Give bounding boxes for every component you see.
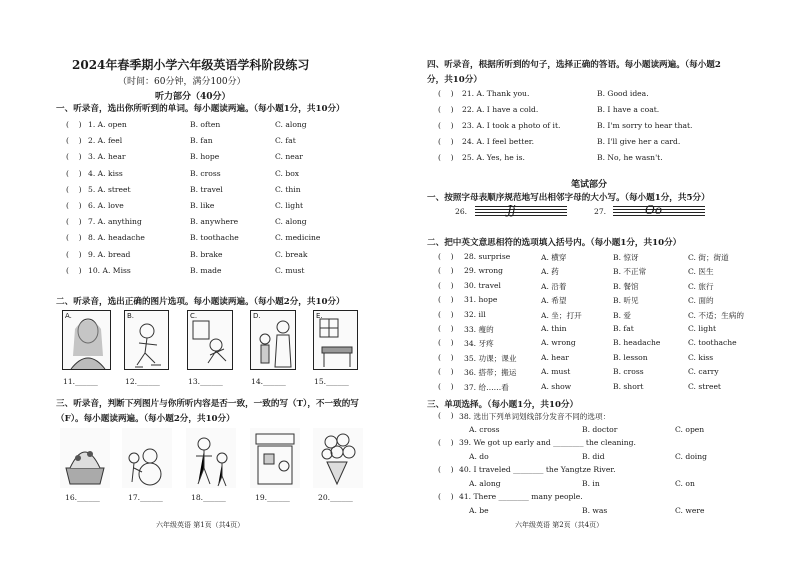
exam-title: 2024年春季期小学六年级英语学科阶段练习 <box>72 58 310 72</box>
match-option-b[interactable]: B. lesson <box>613 352 648 362</box>
answer-paren[interactable]: ( ) <box>438 105 454 114</box>
match-term: 33. 瘦的 <box>464 325 494 334</box>
match-term: 28. surprise <box>464 252 511 261</box>
q41-option-b[interactable]: B. was <box>582 506 608 515</box>
pic-label: E. <box>316 312 323 320</box>
match-option-a[interactable]: A. show <box>541 381 572 391</box>
q26-number: 26. <box>455 207 468 216</box>
section5-heading: 一、按照字母表顺序规范地写出相邻字母的大小写。（每小题1分，共5分） <box>427 193 710 203</box>
match-option-a[interactable]: A. 坐；打开 <box>541 310 582 320</box>
skater-drawing-icon <box>125 311 170 371</box>
question-option-b[interactable]: B. toothache <box>190 233 239 243</box>
answer-paren[interactable]: ( ) <box>438 367 454 377</box>
question-option-b[interactable]: B. Good idea. <box>597 89 649 98</box>
section3-heading-line1: 三、听录音，判断下列图片与你所听内容是否一致，一致的写（T），不一致的写 <box>56 399 359 409</box>
answer-paren[interactable]: ( ) <box>66 184 82 194</box>
pic-label: D. <box>253 312 261 320</box>
match-term: 29. wrong <box>464 266 503 276</box>
question-option-c[interactable]: C. near <box>275 152 303 162</box>
question-option-b[interactable]: B. like <box>190 201 215 210</box>
shop-drawing-icon <box>250 428 300 488</box>
answer-paren[interactable]: ( ) <box>438 252 454 261</box>
match-option-c[interactable]: C. light <box>688 324 717 333</box>
match-option-b[interactable]: B. 爱 <box>613 310 632 320</box>
match-option-c[interactable]: C. carry <box>688 367 719 377</box>
answer-blank[interactable]: 12.______ <box>125 377 160 386</box>
match-option-c[interactable]: C. street <box>688 381 721 391</box>
fall-drawing-icon <box>188 311 234 371</box>
question-option-a[interactable]: 1. A. open <box>88 120 127 129</box>
question-option-a[interactable]: 9. A. bread <box>88 249 131 259</box>
q41-option-c[interactable]: C. were <box>675 506 705 515</box>
section4-heading-line2: 分，共10分） <box>427 75 482 85</box>
written-header: 笔试部分 <box>571 180 608 190</box>
picture-17-snowman <box>122 428 172 488</box>
answer-blank[interactable]: 13.______ <box>188 377 223 386</box>
match-option-c[interactable]: C. kiss <box>688 352 714 362</box>
match-term: 30. travel <box>464 280 501 290</box>
answer-paren[interactable]: ( ) <box>438 492 454 501</box>
exam-subtitle: （时间：60分钟，满分100分） <box>118 77 246 87</box>
answer-blank[interactable]: 18.______ <box>191 493 226 502</box>
q40-text: 40. I traveled ________ the Yangtze River. <box>459 465 616 474</box>
match-term: 31. hope <box>464 295 498 305</box>
match-option-a[interactable]: A. must <box>541 367 571 377</box>
match-option-a[interactable]: A. 希望 <box>541 296 567 306</box>
q39-option-c[interactable]: C. doing <box>675 452 707 461</box>
cake-drawing-icon <box>60 428 110 488</box>
question-option-a[interactable]: 23. A. I took a photo of it. <box>462 121 561 130</box>
answer-blank[interactable]: 19.______ <box>255 493 290 502</box>
answer-blank[interactable]: 16.______ <box>65 493 100 502</box>
listening-header: 听力部分（40分） <box>155 92 231 102</box>
answer-paren[interactable]: ( ) <box>66 152 82 162</box>
question-option-c[interactable]: C. medicine <box>275 233 321 243</box>
question-option-a[interactable]: 2. A. feel <box>88 136 123 146</box>
answer-blank[interactable]: 15.______ <box>314 377 349 386</box>
answer-paren[interactable]: ( ) <box>438 465 454 474</box>
question-option-a[interactable]: 24. A. I feel better. <box>462 137 535 146</box>
answer-paren[interactable]: ( ) <box>66 217 82 227</box>
q26-writing-lines[interactable] <box>475 206 567 218</box>
answer-paren[interactable]: ( ) <box>438 153 454 162</box>
answer-paren[interactable]: ( ) <box>438 309 454 319</box>
section6-heading: 二、把中英文意思相符的选项填入括号内。（每小题1分，共10分） <box>427 238 682 248</box>
question-option-a[interactable]: 21. A. Thank you. <box>462 89 530 98</box>
answer-paren[interactable]: ( ) <box>438 295 454 305</box>
question-option-a[interactable]: 5. A. street <box>88 184 131 194</box>
answer-paren[interactable]: ( ) <box>66 233 82 243</box>
match-option-a[interactable]: A. hear <box>541 352 569 362</box>
answer-blank[interactable]: 17.______ <box>128 493 163 502</box>
page-footer: 六年级英语 第1页（共4页） <box>156 521 245 529</box>
match-option-c[interactable]: C. 医生 <box>688 267 714 277</box>
answer-paren[interactable]: ( ) <box>66 265 82 275</box>
q27-letters: Oo <box>645 203 663 217</box>
question-option-c[interactable]: C. light <box>275 201 304 210</box>
question-option-a[interactable]: 8. A. headache <box>88 233 145 243</box>
match-option-b[interactable]: B. 餐馆 <box>613 281 639 291</box>
question-option-a[interactable]: 7. A. anything <box>88 217 142 227</box>
match-option-c[interactable]: C. 街；街道 <box>688 253 729 262</box>
answer-blank[interactable]: 11.______ <box>63 377 98 386</box>
answer-paren[interactable]: ( ) <box>66 168 82 178</box>
q41-text: 41. There ________ many people. <box>459 492 583 501</box>
question-option-a[interactable]: 10. A. Miss <box>88 265 131 275</box>
answer-paren[interactable]: ( ) <box>438 121 454 130</box>
question-option-a[interactable]: 6. A. love <box>88 201 124 210</box>
question-option-c[interactable]: C. thin <box>275 184 301 194</box>
question-option-a[interactable]: 22. A. I have a cold. <box>462 105 539 114</box>
match-term: 37. 给……看 <box>464 382 509 392</box>
question-option-c[interactable]: C. along <box>275 120 307 129</box>
answer-paren[interactable]: ( ) <box>438 438 454 447</box>
question-option-b[interactable]: B. No, he wasn't. <box>597 153 663 162</box>
children-drawing-icon <box>186 428 236 488</box>
question-option-b[interactable]: B. I have a coat. <box>597 105 660 114</box>
match-term: 36. 搭带；搬运 <box>464 368 517 378</box>
section4-heading-line1: 四、听录音，根据所听到的句子，选择正确的答语。每小题读两遍。（每小题2 <box>427 60 721 70</box>
q40-option-b[interactable]: B. in <box>582 479 600 488</box>
picture-d-doctor <box>250 310 296 370</box>
question-option-b[interactable]: B. made <box>190 265 222 275</box>
question-option-a[interactable]: 4. A. kiss <box>88 168 123 178</box>
snowman-drawing-icon <box>122 428 172 488</box>
match-option-b[interactable]: B. headache <box>613 338 661 348</box>
question-option-b[interactable]: B. fan <box>190 136 213 146</box>
match-option-c[interactable]: C. 旅行 <box>688 281 714 291</box>
answer-paren[interactable]: ( ) <box>66 201 82 210</box>
answer-paren[interactable]: ( ) <box>66 249 82 259</box>
question-option-c[interactable]: C. box <box>275 168 300 178</box>
answer-paren[interactable]: ( ) <box>438 280 454 290</box>
match-option-c[interactable]: C. 面的 <box>688 296 714 306</box>
match-option-b[interactable]: B. cross <box>613 367 644 377</box>
right-page <box>397 0 794 561</box>
question-option-c[interactable]: C. break <box>275 249 308 259</box>
woman-drawing-icon <box>63 311 112 371</box>
answer-paren[interactable]: ( ) <box>438 137 454 146</box>
question-option-b[interactable]: B. anywhere <box>190 217 239 227</box>
answer-paren[interactable]: ( ) <box>438 338 454 348</box>
answer-blank[interactable]: 14.______ <box>251 377 286 386</box>
match-option-b[interactable]: B. short <box>613 381 644 391</box>
match-option-c[interactable]: C. toothache <box>688 338 737 348</box>
question-option-a[interactable]: 25. A. Yes, he is. <box>462 153 525 162</box>
match-option-b[interactable]: B. 听见 <box>613 296 639 306</box>
match-option-a[interactable]: A. wrong <box>541 338 576 348</box>
q39-option-b[interactable]: B. did <box>582 452 605 461</box>
match-option-a[interactable]: A. 沿着 <box>541 281 567 291</box>
pic-label: A. <box>65 312 72 320</box>
answer-paren[interactable]: ( ) <box>438 89 454 98</box>
match-option-a[interactable]: A. thin <box>541 324 567 333</box>
match-option-a[interactable]: A. 横穿 <box>541 253 567 262</box>
picture-b-skating-boy <box>124 310 169 370</box>
answer-blank[interactable]: 20.______ <box>318 493 353 502</box>
match-term: 32. ill <box>464 309 486 319</box>
match-option-b[interactable]: B. 惊讶 <box>613 253 639 262</box>
question-option-b[interactable]: B. hope <box>190 152 220 162</box>
q26-letters: Jj <box>507 203 516 217</box>
question-option-b[interactable]: B. cross <box>190 168 221 178</box>
answer-paren[interactable]: ( ) <box>66 120 82 129</box>
match-term: 35. 功课；课业 <box>464 353 517 363</box>
q38-option-c[interactable]: C. open <box>675 425 705 434</box>
answer-paren[interactable]: ( ) <box>438 411 454 420</box>
picture-c-fallen-person <box>187 310 233 370</box>
match-option-c[interactable]: C. 不适；生病的 <box>688 310 744 320</box>
match-term: 34. 牙疼 <box>464 339 494 349</box>
question-option-b[interactable]: B. brake <box>190 249 223 259</box>
flowers-drawing-icon <box>313 428 363 488</box>
pic-label: B. <box>127 312 135 320</box>
question-option-b[interactable]: B. often <box>190 120 221 129</box>
match-option-a[interactable]: A. 药 <box>541 267 559 277</box>
question-option-c[interactable]: C. fat <box>275 136 296 146</box>
match-option-b[interactable]: B. 不正常 <box>613 267 647 277</box>
q41-option-a[interactable]: A. be <box>469 506 489 515</box>
section3-heading-line2: （F）。每小题读两遍。（每小题2分，共10分） <box>56 414 235 424</box>
question-option-b[interactable]: B. I'm sorry to hear that. <box>597 121 693 130</box>
page-footer: 六年级英语 第2页（共4页） <box>515 521 604 529</box>
picture-19-shop <box>250 428 300 488</box>
picture-16-cake <box>60 428 110 488</box>
pic-label: C. <box>190 312 198 320</box>
q27-number: 27. <box>594 207 607 216</box>
picture-18-children <box>186 428 236 488</box>
q40-option-c[interactable]: C. on <box>675 479 695 488</box>
question-option-c[interactable]: C. must <box>275 265 305 275</box>
picture-e-room <box>313 310 358 370</box>
q38-text: 38. 选出下列单词划线部分发音不同的选项： <box>459 412 611 421</box>
q39-text: 39. We got up early and ________ the cleaning. <box>459 438 636 447</box>
section7-heading: 三、单项选择。（每小题1分，共10分） <box>427 400 579 410</box>
question-option-a[interactable]: 3. A. hear <box>88 152 126 162</box>
section2-heading: 二、听录音，选出正确的图片选项。每小题读两遍。（每小题2分，共10分） <box>56 297 345 307</box>
room-drawing-icon <box>314 311 359 371</box>
question-option-b[interactable]: B. I'll give her a card. <box>597 137 681 146</box>
match-option-b[interactable]: B. fat <box>613 324 634 333</box>
answer-paren[interactable]: ( ) <box>438 324 454 333</box>
answer-paren[interactable]: ( ) <box>438 352 454 362</box>
q40-option-a[interactable]: A. along <box>469 479 501 488</box>
q38-option-b[interactable]: B. doctor <box>582 425 618 434</box>
answer-paren[interactable]: ( ) <box>438 266 454 276</box>
doctor-drawing-icon <box>251 311 297 371</box>
question-option-c[interactable]: C. along <box>275 217 307 227</box>
q38-option-a[interactable]: A. cross <box>469 425 500 434</box>
answer-paren[interactable]: ( ) <box>66 136 82 146</box>
picture-a-woman <box>62 310 111 370</box>
answer-paren[interactable]: ( ) <box>438 381 454 391</box>
picture-20-flowers <box>313 428 363 488</box>
question-option-b[interactable]: B. travel <box>190 184 223 194</box>
section1-heading: 一、听录音，选出你所听到的单词。每小题读两遍。（每小题1分，共10分） <box>56 104 345 114</box>
q39-option-a[interactable]: A. do <box>469 452 489 461</box>
